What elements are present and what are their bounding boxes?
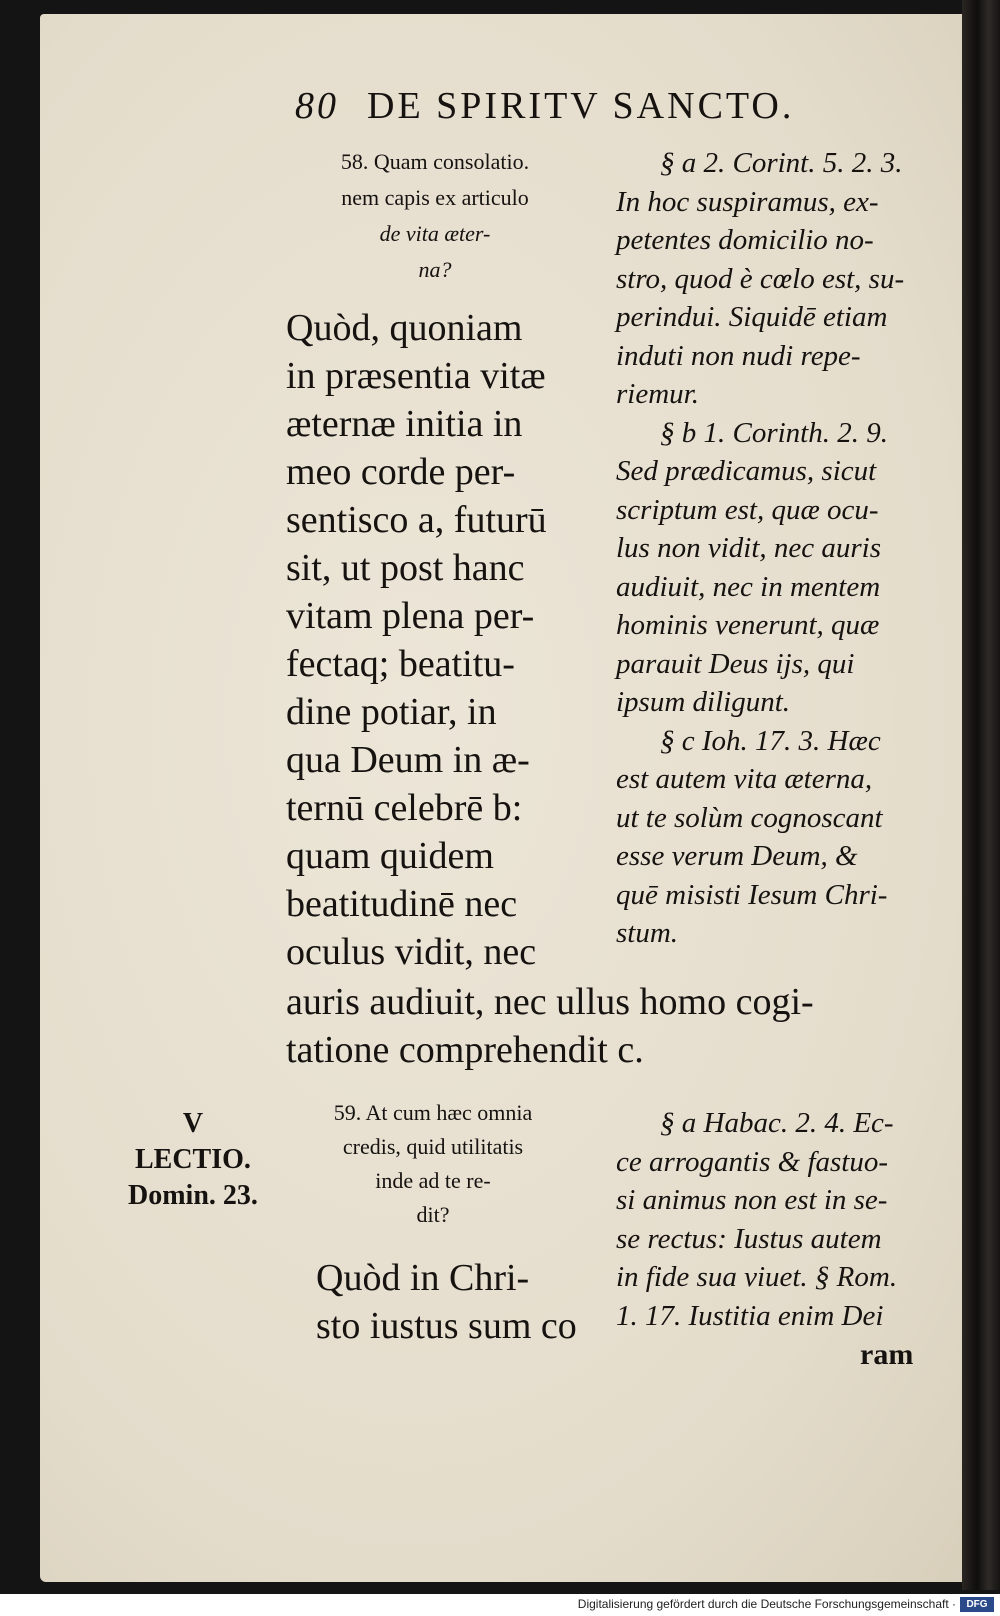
note-line: ipsum diligunt.	[616, 686, 791, 718]
answer-line: sentisco a, futurū	[286, 499, 547, 541]
note-line: perindui. Siquidē etiam	[616, 301, 888, 333]
answer-line: quam quidem	[286, 835, 494, 877]
answer-line: Quòd in Chri-	[316, 1257, 530, 1299]
note-line: petentes domicilio no-	[616, 224, 874, 256]
answer-line: in præsentia vitæ	[286, 355, 546, 397]
running-header	[295, 84, 794, 128]
catchword: ram	[860, 1338, 914, 1371]
note-line: riemur.	[616, 378, 699, 410]
answer-line: vitam plena per-	[286, 595, 535, 637]
answer-58-column	[286, 304, 547, 976]
answer-line: fectaq; beatitu-	[286, 643, 515, 685]
answer-59	[316, 1254, 577, 1350]
question-line: na?	[418, 257, 452, 282]
book-edge-shadow	[962, 0, 1000, 1590]
note-line: quē misisti Iesum Chri-	[616, 878, 888, 911]
margin-note-line: Domin. 23.	[128, 1180, 258, 1211]
book-page	[40, 14, 966, 1582]
note-line: stro, quod è cœlo est, su-	[616, 262, 905, 295]
answer-line: beatitudinē nec	[286, 883, 518, 925]
note-line: Sed prædicamus, sicut	[616, 455, 877, 487]
note-line: lus non vidit, nec auris	[616, 532, 882, 564]
answer-line: dine potiar, in	[286, 691, 497, 733]
note-reference: § a 2. Corint. 5. 2. 3.	[660, 147, 903, 179]
note-line: hominis venerunt, quæ	[616, 609, 880, 641]
note-line: 1. 17. Iustitia enim Dei	[616, 1299, 884, 1332]
question-line: credis, quid utilitatis	[342, 1134, 524, 1159]
note-line: parauit Deus ijs, qui	[616, 647, 855, 680]
note-line: scriptum est, quæ ocu-	[616, 493, 879, 526]
answer-line: qua Deum in æ-	[286, 739, 530, 781]
note-line: in fide sua viuet. § Rom.	[616, 1261, 898, 1293]
note-line: stum.	[616, 917, 679, 949]
note-reference: § c Ioh. 17. 3. Hæc	[660, 724, 881, 757]
question-line: de vita æter-	[379, 221, 491, 246]
answer-line: æternæ initia in	[286, 403, 523, 445]
question-line: 58. Quam consolatio.	[340, 149, 530, 174]
answer-58-full-width	[286, 978, 814, 1074]
question-59	[278, 1096, 588, 1232]
question-line: 59. At cum hæc omnia	[333, 1100, 533, 1125]
running-title: DE SPIRITV SANCTO.	[367, 85, 795, 127]
answer-line: oculus vidit, nec	[286, 931, 537, 973]
note-line: se rectus: Iustus autem	[616, 1222, 882, 1255]
answer-line: meo corde per-	[286, 451, 516, 493]
footer-credit: Digitalisierung gefördert durch die Deutsche Forschungsgemeinschaft ·	[577, 1597, 956, 1611]
question-line: inde ad te re-	[375, 1168, 491, 1193]
note-line: si animus non est in se-	[616, 1184, 888, 1216]
question-line: nem capis ex articulo	[341, 185, 529, 210]
note-line: esse verum Deum, &	[616, 840, 858, 872]
note-line: In hoc suspiramus, ex-	[616, 185, 879, 218]
note-line: ut te solùm cognoscant	[616, 801, 883, 834]
dfg-logo-icon: DFG	[960, 1597, 994, 1612]
note-line: induti non nudi repe-	[616, 339, 861, 372]
question-58	[280, 144, 590, 288]
margin-note-line: V	[182, 1108, 204, 1139]
note-reference: § a Habac. 2. 4. Ec-	[660, 1107, 894, 1139]
digitization-footer	[0, 1594, 1000, 1616]
answer-line: sto iustus sum co	[316, 1305, 577, 1347]
answer-line: Quòd, quoniam	[286, 307, 523, 349]
margin-note-line: LECTIO.	[134, 1144, 251, 1175]
note-line: est autem vita æterna,	[616, 763, 873, 795]
note-line: ce arrogantis & fastuo-	[616, 1145, 889, 1178]
page-number: 80	[295, 85, 339, 127]
answer-line: tatione comprehendit c.	[286, 1029, 644, 1071]
note-line: audiuit, nec in mentem	[616, 570, 881, 603]
note-reference: § b 1. Corinth. 2. 9.	[660, 416, 888, 449]
notes-59	[616, 1104, 897, 1335]
answer-line: sit, ut post hanc	[286, 547, 525, 589]
question-line: dit?	[416, 1202, 450, 1227]
margin-note-lectio	[128, 1106, 258, 1214]
notes-58	[616, 144, 904, 953]
answer-line: ternū celebrē b:	[286, 787, 523, 829]
answer-line: auris audiuit, nec ullus homo cogi-	[286, 981, 814, 1023]
